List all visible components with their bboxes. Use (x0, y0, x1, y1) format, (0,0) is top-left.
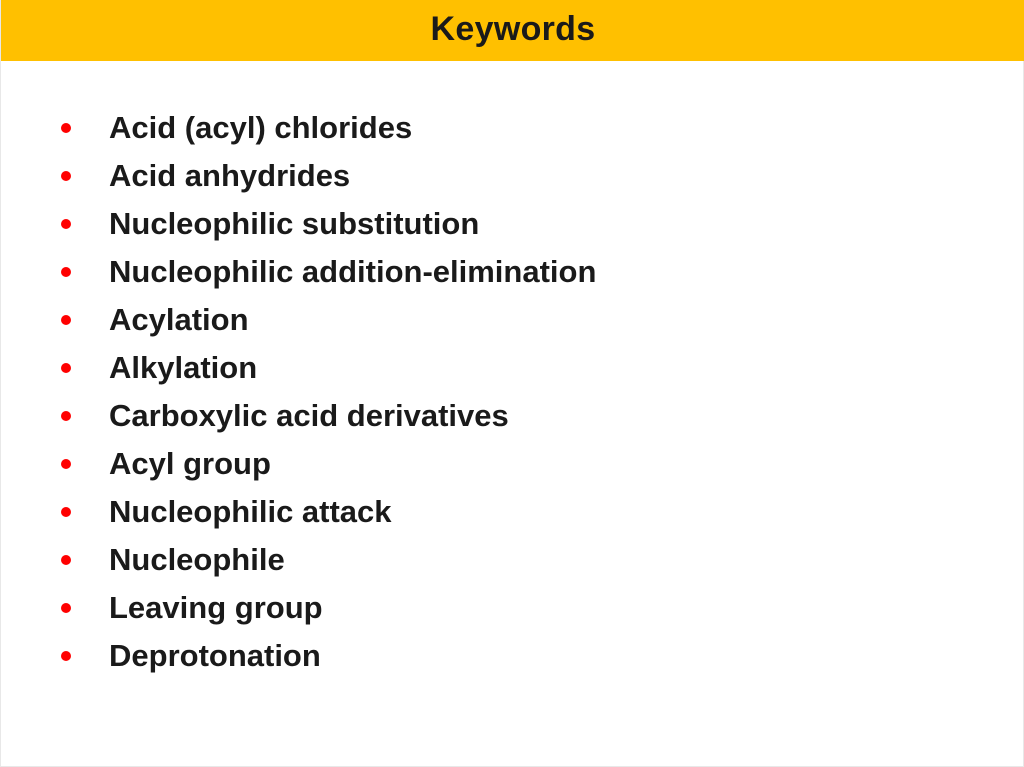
bullet-icon (61, 267, 71, 277)
bullet-icon (61, 459, 71, 469)
keyword-text: Alkylation (109, 350, 258, 385)
bullet-icon (61, 603, 71, 613)
keyword-text: Acyl group (109, 446, 271, 481)
keyword-text: Nucleophilic substitution (109, 206, 480, 241)
keyword-text: Nucleophilic addition-elimination (109, 254, 597, 289)
bullet-icon (61, 171, 71, 181)
bullet-icon (61, 507, 71, 517)
slide-title: Keywords (430, 10, 596, 48)
bullet-icon (61, 555, 71, 565)
keyword-text: Nucleophile (109, 542, 285, 577)
title-bar (1, 0, 1024, 61)
bullet-icon (61, 219, 71, 229)
bullet-icon (61, 123, 71, 133)
keyword-text: Nucleophilic attack (109, 494, 392, 529)
keyword-text: Acid (acyl) chlorides (109, 110, 413, 145)
bullet-icon (61, 363, 71, 373)
keyword-text: Carboxylic acid derivatives (109, 398, 509, 433)
keyword-text: Acid anhydrides (109, 158, 351, 193)
bullet-icon (61, 651, 71, 661)
keyword-text: Leaving group (109, 590, 323, 625)
keyword-text: Acylation (109, 302, 249, 337)
bullet-icon (61, 315, 71, 325)
bullet-icon (61, 411, 71, 421)
keyword-text: Deprotonation (109, 638, 321, 673)
